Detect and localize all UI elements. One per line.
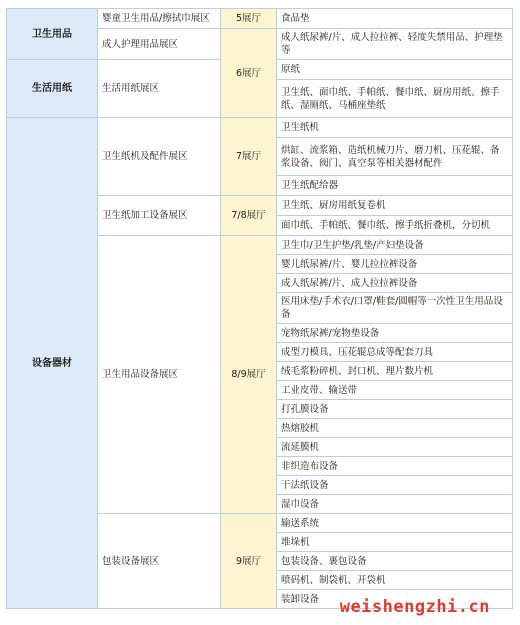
category-cell: 设备器材 [7, 118, 98, 609]
item-cell: 成人纸尿裤/片、成人拉拉裤设备 [277, 274, 513, 293]
area-cell: 包装设备展区 [98, 514, 221, 609]
area-cell: 生活用纸展区 [98, 60, 221, 118]
item-cell: 医用床垫/手术衣/口罩/鞋套/圆帽等一次性卫生用品设备 [277, 293, 513, 324]
item-cell: 卫生纸配给器 [277, 176, 513, 196]
item-cell: 卫生纸机 [277, 118, 513, 138]
item-cell: 成人纸尿裤/片、成人拉拉裤、轻度失禁用品、护理垫等 [277, 29, 513, 60]
hall-cell: 7展厅 [221, 118, 277, 196]
item-cell: 卫生纸、面巾纸、手帕纸、餐巾纸、厨房用纸、擦手纸、湿厕纸、马桶座垫纸 [277, 80, 513, 118]
area-cell: 卫生纸机及配件展区 [98, 118, 221, 196]
hall-cell: 5展厅 [221, 9, 277, 29]
area-cell: 卫生纸加工设备展区 [98, 196, 221, 236]
item-cell: 原纸 [277, 60, 513, 80]
item-cell: 装卸设备 [277, 590, 513, 609]
item-cell: 卫生巾/卫生护垫/乳垫/产妇垫设备 [277, 236, 513, 255]
item-cell: 烘缸、流浆箱、造纸机械刀片、磨刀机、压花辊、备浆设备、阀门、真空泵等相关器材配件 [277, 138, 513, 176]
item-cell: 包装设备、裹包设备 [277, 552, 513, 571]
item-cell: 湿巾设备 [277, 495, 513, 514]
item-cell: 食品垫 [277, 9, 513, 29]
area-cell: 婴童卫生用品/擦拭巾展区 [98, 9, 221, 29]
item-cell: 宠物纸尿裤/宠物垫设备 [277, 324, 513, 343]
item-cell: 婴儿纸尿裤/片、婴儿拉拉裤设备 [277, 255, 513, 274]
area-cell: 卫生用品设备展区 [98, 236, 221, 514]
hall-cell: 7/8展厅 [221, 196, 277, 236]
item-cell: 流延膜机 [277, 438, 513, 457]
item-cell: 喷码机、制袋机、开袋机 [277, 571, 513, 590]
item-cell: 工业皮带、输送带 [277, 381, 513, 400]
site-watermark: weishengzhi.cn [339, 597, 490, 617]
item-cell: 堆垛机 [277, 533, 513, 552]
item-cell: 干法纸设备 [277, 476, 513, 495]
item-cell: 非织造布设备 [277, 457, 513, 476]
area-cell: 成人护理用品展区 [98, 29, 221, 60]
item-cell: 成型刀模具、压花辊总成等配套刀具 [277, 343, 513, 362]
item-cell: 绒毛浆粉碎机、封口机、理片数片机 [277, 362, 513, 381]
item-cell: 打孔膜设备 [277, 400, 513, 419]
hall-cell: 6展厅 [221, 29, 277, 118]
hall-cell: 9展厅 [221, 514, 277, 609]
hall-cell: 8/9展厅 [221, 236, 277, 514]
item-cell: 输送系统 [277, 514, 513, 533]
item-cell: 热熔胶机 [277, 419, 513, 438]
category-cell: 生活用纸 [7, 60, 98, 118]
item-cell: 面巾纸、手帕纸、餐巾纸、擦手纸折叠机，分切机 [277, 216, 513, 236]
exhibition-table [6, 8, 513, 609]
item-cell: 卫生纸、厨房用纸复卷机 [277, 196, 513, 216]
category-cell: 卫生用品 [7, 9, 98, 60]
